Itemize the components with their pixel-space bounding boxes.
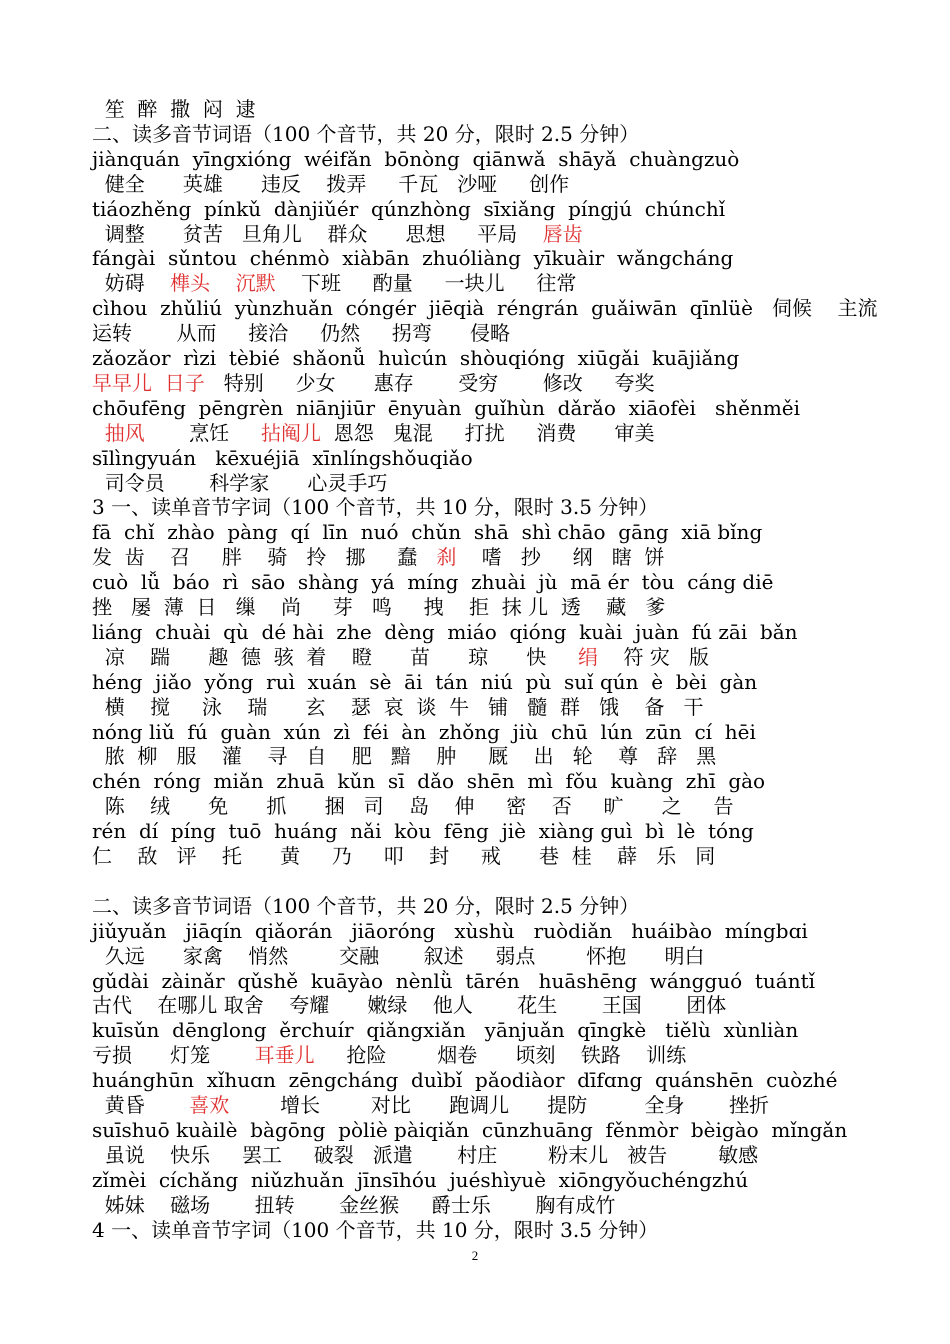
text-segment: 运转 从而 接洽 仍然 拐弯 侵略 bbox=[92, 321, 511, 346]
text-segment: sīlìngyuán kēxuéjiā xīnlíngshǒuqiǎo bbox=[92, 445, 473, 470]
text-line bbox=[92, 769, 765, 793]
text-segment: héng jiǎo yǒng ruì xuán sè āi tán niú pù suǐ qún è bèi gàn bbox=[92, 669, 758, 694]
highlighted-text: 刹 bbox=[436, 545, 457, 570]
text-segment: 二、读多音节词语（100 个音节，共 20 分，限时 2.5 分钟） bbox=[92, 893, 640, 918]
text-line bbox=[92, 271, 576, 295]
text-line bbox=[92, 570, 773, 594]
text-line bbox=[92, 993, 726, 1017]
text-line bbox=[92, 296, 878, 320]
text-line bbox=[92, 545, 664, 569]
text-segment: gǔdài zàinǎr qǔshě kuāyào nènlǜ tārén huāshēng wángguó tuántǐ bbox=[92, 968, 816, 993]
text-segment: 调整 贫苦 旦角儿 群众 思想 平局 bbox=[92, 221, 543, 246]
page-number: 2 bbox=[471, 1248, 479, 1263]
text-line bbox=[92, 695, 704, 719]
text-line bbox=[92, 97, 256, 121]
text-line bbox=[92, 197, 725, 221]
text-line bbox=[92, 744, 716, 768]
highlighted-text: 耳垂儿 bbox=[254, 1043, 315, 1068]
text-line bbox=[92, 122, 639, 146]
text-segment: chōufēng pēngrèn niānjiūr ēnyuàn guǐhùn dǎrǎo xiāofèi shěnměi bbox=[92, 395, 801, 420]
text-segment: 恩怨 鬼混 打扰 消费 审美 bbox=[321, 420, 655, 445]
text-segment: jiànquán yīngxióng wéifǎn bōnòng qiānwǎ shāyǎ chuàngzuò bbox=[92, 146, 740, 171]
text-segment: 笙 醉 撒 闷 逮 bbox=[92, 97, 256, 121]
highlighted-text: 拈阄儿 bbox=[261, 420, 322, 445]
text-segment: fā chǐ zhào pàng qí līn nuó chǔn shā shì chāo gāng xiā bǐng bbox=[92, 520, 763, 545]
text-line bbox=[92, 1068, 837, 1092]
text-line bbox=[92, 620, 798, 644]
text-segment bbox=[92, 421, 105, 445]
text-line bbox=[92, 819, 754, 843]
text-segment: 古代 在哪儿 取舍 夸耀 嫩绿 他人 花生 王国 团体 bbox=[92, 993, 727, 1018]
text-segment: 符 灾 版 bbox=[598, 644, 709, 669]
text-line bbox=[92, 246, 733, 270]
text-line bbox=[92, 321, 510, 345]
text-line bbox=[92, 1118, 847, 1142]
text-segment: fángài sǔntou chénmò xiàbān zhuóliàng yīkuàir wǎngcháng bbox=[92, 246, 734, 271]
text-segment: cìhou zhǔliú yùnzhuǎn cóngér jiēqià réngrán guǎiwān qīnlüè 伺候 主流 bbox=[92, 296, 878, 321]
text-line bbox=[92, 471, 387, 495]
text-line bbox=[92, 1043, 686, 1067]
highlighted-text: 早早儿 日子 bbox=[92, 370, 205, 395]
text-segment: tiáozhěng pínkǔ dànjiǔér qúnzhòng sīxiǎng píngjú chúnchǐ bbox=[92, 196, 726, 221]
text-segment: 增长 对比 跑调儿 提防 全身 挫折 bbox=[229, 1093, 769, 1117]
highlighted-text: 绢 bbox=[578, 644, 599, 669]
text-segment: kuīsǔn dēnglong ěrchuír qiǎngxiǎn yānjuǎn qīngkè tiělù xùnliàn bbox=[92, 1018, 799, 1043]
text-segment: 姊妹 磁场 扭转 金丝猴 爵士乐 胸有成竹 bbox=[92, 1192, 616, 1217]
text-segment: zǎozǎor rìzi tèbié shǎonǚ huìcún shòuqióng xiūgǎi kuājiǎng bbox=[92, 346, 740, 370]
highlighted-text: 喜欢 bbox=[189, 1093, 230, 1117]
text-line bbox=[92, 794, 733, 818]
text-segment: 挫 屡 薄 日 缫 尚 芽 鸣 拽 拒 抹 儿 透 藏 爹 bbox=[92, 595, 666, 619]
text-segment bbox=[210, 271, 235, 295]
text-line bbox=[92, 894, 639, 918]
text-line bbox=[92, 944, 704, 968]
text-segment: rén dí píng tuō huáng nǎi kòu fēng jiè xiàng guì bì lè tóng bbox=[92, 819, 754, 844]
text-line bbox=[92, 844, 715, 868]
text-segment: 黄昏 bbox=[92, 1093, 190, 1117]
text-segment: 横 搅 泳 瑞 玄 瑟 哀 谈 牛 铺 髓 群 饿 备 干 bbox=[92, 694, 704, 719]
highlighted-text: 唇齿 bbox=[542, 221, 583, 246]
text-line bbox=[92, 446, 473, 470]
text-segment: 虽说 快乐 罢工 破裂 派遣 村庄 粉末儿 被告 敏感 bbox=[92, 1142, 759, 1167]
highlighted-text: 沉默 bbox=[235, 271, 276, 296]
text-line bbox=[92, 1018, 798, 1042]
text-segment: 仁 敌 评 托 黄 乃 叩 封 戒 巷 桂 薜 乐 同 bbox=[92, 844, 716, 868]
text-segment: cuò lǚ báo rì sāo shàng yá míng zhuài jù mā ér tòu cáng diē bbox=[92, 570, 774, 595]
text-line bbox=[92, 595, 665, 619]
text-line bbox=[92, 346, 739, 370]
text-line bbox=[92, 172, 569, 196]
text-segment: chén róng miǎn zhuā kǔn sī dǎo shēn mì fǒu kuàng zhī gào bbox=[92, 769, 766, 794]
text-segment: 陈 绒 免 抓 捆 司 岛 伸 密 否 旷 之 告 bbox=[92, 794, 734, 819]
text-segment: 特别 少女 惠存 受穷 修改 夸奖 bbox=[204, 370, 655, 395]
text-line bbox=[92, 1193, 615, 1217]
text-line bbox=[92, 1218, 658, 1242]
text-line bbox=[92, 147, 739, 171]
text-segment: huánghūn xǐhuɑn zēngcháng duìbǐ pǎodiàor dīfɑng quánshēn cuòzhé bbox=[92, 1068, 838, 1093]
text-segment: 妨碍 bbox=[92, 271, 171, 296]
text-segment: 3 一、读单音节字词（100 个音节，共 10 分，限时 3.5 分钟） bbox=[92, 495, 659, 520]
text-line bbox=[92, 670, 757, 694]
text-segment: 健全 英雄 违反 拨弄 千瓦 沙哑 创作 bbox=[92, 171, 570, 196]
text-segment: nóng liǔ fú guàn xún zì féi àn zhǒng jiù chū lún zūn cí hēi bbox=[92, 719, 756, 744]
text-line bbox=[92, 520, 762, 544]
text-line bbox=[92, 495, 658, 519]
text-segment: 烹饪 bbox=[144, 420, 262, 445]
text-segment: 司令员 科学家 心灵手巧 bbox=[92, 470, 388, 495]
text-line bbox=[92, 1168, 748, 1192]
text-line bbox=[92, 421, 655, 445]
text-line bbox=[92, 371, 655, 395]
text-segment: jiǔyuǎn jiāqín qiǎorán jiāoróng xùshù ruòdiǎn huáibào míngbɑi bbox=[92, 918, 808, 943]
text-line bbox=[92, 1143, 758, 1167]
highlighted-text: 榫头 bbox=[170, 271, 211, 296]
text-segment: 久远 家禽 悄然 交融 叙述 弱点 怀抱 明白 bbox=[92, 943, 705, 968]
text-segment: 嗜 抄 纲 瞎 饼 bbox=[456, 545, 665, 570]
text-segment: 二、读多音节词语（100 个音节，共 20 分，限时 2.5 分钟） bbox=[92, 121, 640, 146]
highlighted-text: 抽风 bbox=[104, 420, 145, 445]
text-line bbox=[92, 222, 583, 246]
text-line bbox=[92, 1093, 769, 1117]
text-line bbox=[92, 396, 800, 420]
text-line bbox=[92, 645, 709, 669]
text-segment: 凉 踹 趣 德 骇 着 瞪 苗 琼 快 bbox=[92, 644, 579, 669]
text-segment: 下班 酌量 一块儿 往常 bbox=[275, 271, 577, 296]
text-segment: 4 一、读单音节字词（100 个音节，共 10 分，限时 3.5 分钟） bbox=[92, 1217, 659, 1242]
text-segment: 脓 柳 服 灌 寻 自 肥 黯 肿 厩 出 轮 尊 辞 黑 bbox=[92, 744, 717, 769]
text-segment: zǐmèi cíchǎng niǔzhuǎn jīnsīhóu juéshìyuè xiōngyǒuchéngzhú bbox=[92, 1167, 749, 1192]
text-line bbox=[92, 969, 815, 993]
text-segment: 发 齿 召 胖 骑 拎 挪 蠢 bbox=[92, 545, 437, 570]
text-segment: liáng chuài qù dé hài zhe dèng miáo qióng kuài juàn fú zāi bǎn bbox=[92, 619, 798, 644]
text-segment: suīshuō kuàilè bàgōng pòliè pàiqiǎn cūnzhuāng fěnmòr bèigào mǐngǎn bbox=[92, 1117, 848, 1142]
text-line bbox=[92, 720, 756, 744]
text-segment: 抢险 烟卷 顷刻 铁路 训练 bbox=[314, 1043, 687, 1068]
text-line bbox=[92, 919, 808, 943]
text-segment: 亏损 灯笼 bbox=[92, 1043, 255, 1068]
